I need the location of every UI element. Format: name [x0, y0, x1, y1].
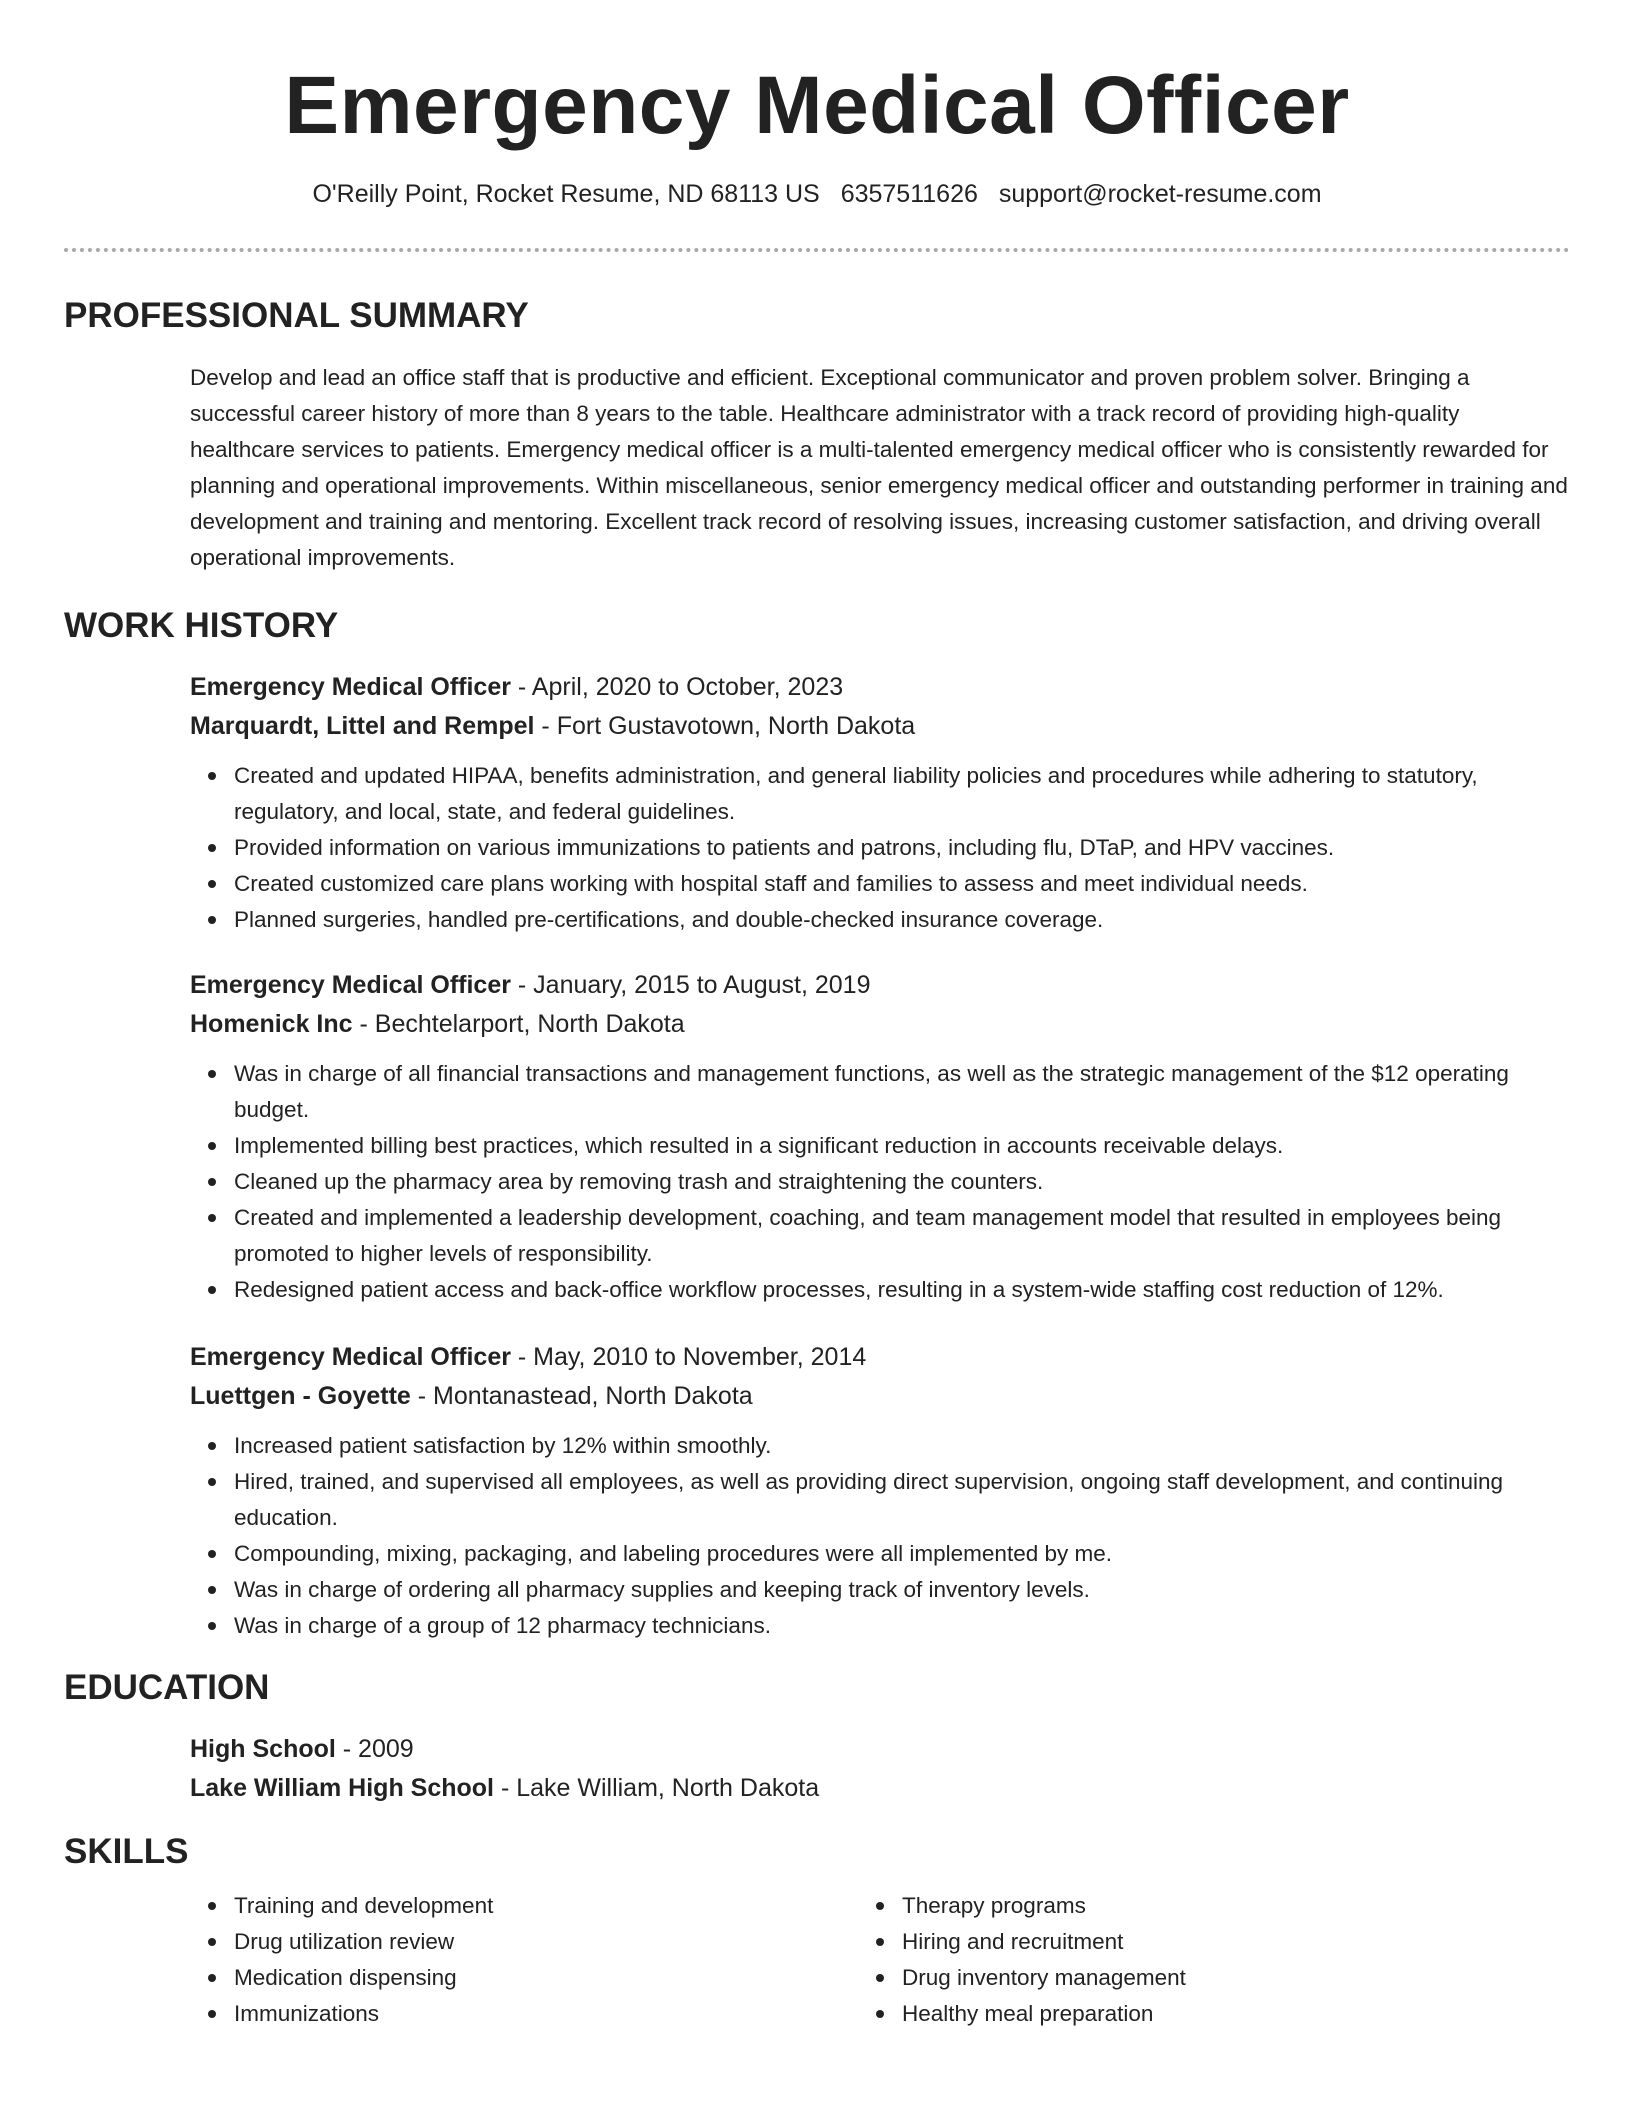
header-divider [64, 248, 1570, 252]
summary-heading: PROFESSIONAL SUMMARY [64, 296, 529, 335]
education-year: - 2009 [335, 1735, 414, 1763]
resume-page [64, 0, 1570, 2032]
education-school: Lake William High School [190, 1774, 494, 1802]
skills-column-right [902, 1888, 1570, 2032]
job-location: - Montanastead, North Dakota [410, 1382, 753, 1410]
resume-title: Emergency Medical Officer [284, 60, 1350, 151]
job-company-line [190, 1377, 1570, 1416]
list-item: Planned surgeries, handled pre-certifications, and double-checked insurance coverage. [234, 902, 1570, 938]
list-item: Therapy programs [902, 1888, 1570, 1924]
job-company: Luettgen - Goyette [190, 1382, 411, 1410]
job-title-line [190, 1338, 1570, 1377]
skills-heading: SKILLS [64, 1832, 189, 1871]
job-entry [64, 1338, 1570, 1644]
job-bullets [234, 758, 1570, 938]
list-item: Immunizations [234, 1996, 902, 2032]
list-item: Was in charge of all financial transactions and management functions, as well as the strategic management of the $12 operating budget. [234, 1056, 1570, 1128]
job-company: Homenick Inc [190, 1010, 353, 1038]
contact-phone: 6357511626 [840, 180, 978, 208]
list-item: Healthy meal preparation [902, 1996, 1570, 2032]
job-location: - Bechtelarport, North Dakota [352, 1010, 685, 1038]
job-dates: - April, 2020 to October, 2023 [510, 673, 844, 701]
summary-text: Develop and lead an office staff that is productive and efficient. Exceptional communicator and proven problem solver. Bringing a successful career history of more than 8 years to the table. Healthcare administrator with a track record of providing high-quality healthcare services to patients. Emergency medical officer is a multi-talented emergency medical officer who is consistently rewarded for planning and operational improvements. Within miscellaneous, senior emergency medical officer and outstanding performer in training and development and training and mentoring. Excellent track record of resolving issues, increasing customer satisfaction, and driving overall operational improvements. [190, 365, 1568, 570]
education-location: - Lake William, North Dakota [494, 1774, 820, 1802]
education-school-line [190, 1769, 1570, 1808]
list-item: Created and updated HIPAA, benefits administration, and general liability policies and procedures while adhering to statutory, regulatory, and local, state, and federal guidelines. [234, 758, 1570, 830]
list-item: Drug utilization review [234, 1924, 902, 1960]
job-bullets [234, 1056, 1570, 1308]
education-heading: EDUCATION [64, 1668, 270, 1707]
job-company: Marquardt, Littel and Rempel [190, 712, 535, 740]
skills-column-left [234, 1888, 902, 2032]
job-company-line [190, 1005, 1570, 1044]
education-entry [64, 1730, 1570, 1808]
list-item: Created and implemented a leadership development, coaching, and team management model that resulted in employees being promoted to higher levels of responsibility. [234, 1200, 1570, 1272]
list-item: Hired, trained, and supervised all employees, as well as providing direct supervision, ongoing staff development, and continuing education. [234, 1464, 1570, 1536]
job-location: - Fort Gustavotown, North Dakota [534, 712, 916, 740]
list-item: Redesigned patient access and back-office workflow processes, resulting in a system-wide staffing cost reduction of 12%. [234, 1272, 1570, 1308]
list-item: Was in charge of a group of 12 pharmacy technicians. [234, 1608, 1570, 1644]
job-title: Emergency Medical Officer [190, 673, 511, 701]
work-history-heading: WORK HISTORY [64, 606, 339, 645]
job-title-line [190, 966, 1570, 1005]
list-item: Compounding, mixing, packaging, and labeling procedures were all implemented by me. [234, 1536, 1570, 1572]
list-item: Increased patient satisfaction by 12% within smoothly. [234, 1428, 1570, 1464]
list-item: Drug inventory management [902, 1960, 1570, 1996]
education-degree-line [190, 1730, 1570, 1769]
job-company-line [190, 707, 1570, 746]
job-entry [64, 668, 1570, 938]
contact-line [64, 178, 1570, 210]
list-item: Cleaned up the pharmacy area by removing trash and straightening the counters. [234, 1164, 1570, 1200]
contact-address: O'Reilly Point, Rocket Resume, ND 68113 US [312, 180, 820, 208]
job-title: Emergency Medical Officer [190, 971, 511, 999]
list-item: Created customized care plans working with hospital staff and families to assess and meet individual needs. [234, 866, 1570, 902]
job-bullets [234, 1428, 1570, 1644]
contact-email: support@rocket-resume.com [998, 180, 1322, 208]
list-item: Was in charge of ordering all pharmacy supplies and keeping track of inventory levels. [234, 1572, 1570, 1608]
job-title-line [190, 668, 1570, 707]
list-item: Implemented billing best practices, which resulted in a significant reduction in accounts receivable delays. [234, 1128, 1570, 1164]
list-item: Provided information on various immunizations to patients and patrons, including flu, DTaP, and HPV vaccines. [234, 830, 1570, 866]
list-item: Training and development [234, 1888, 902, 1924]
education-degree: High School [190, 1735, 336, 1763]
list-item: Medication dispensing [234, 1960, 902, 1996]
job-entry [64, 966, 1570, 1308]
list-item: Hiring and recruitment [902, 1924, 1570, 1960]
job-title: Emergency Medical Officer [190, 1343, 511, 1371]
job-dates: - May, 2010 to November, 2014 [510, 1343, 867, 1371]
skills-list [234, 1888, 1570, 2032]
job-dates: - January, 2015 to August, 2019 [510, 971, 871, 999]
